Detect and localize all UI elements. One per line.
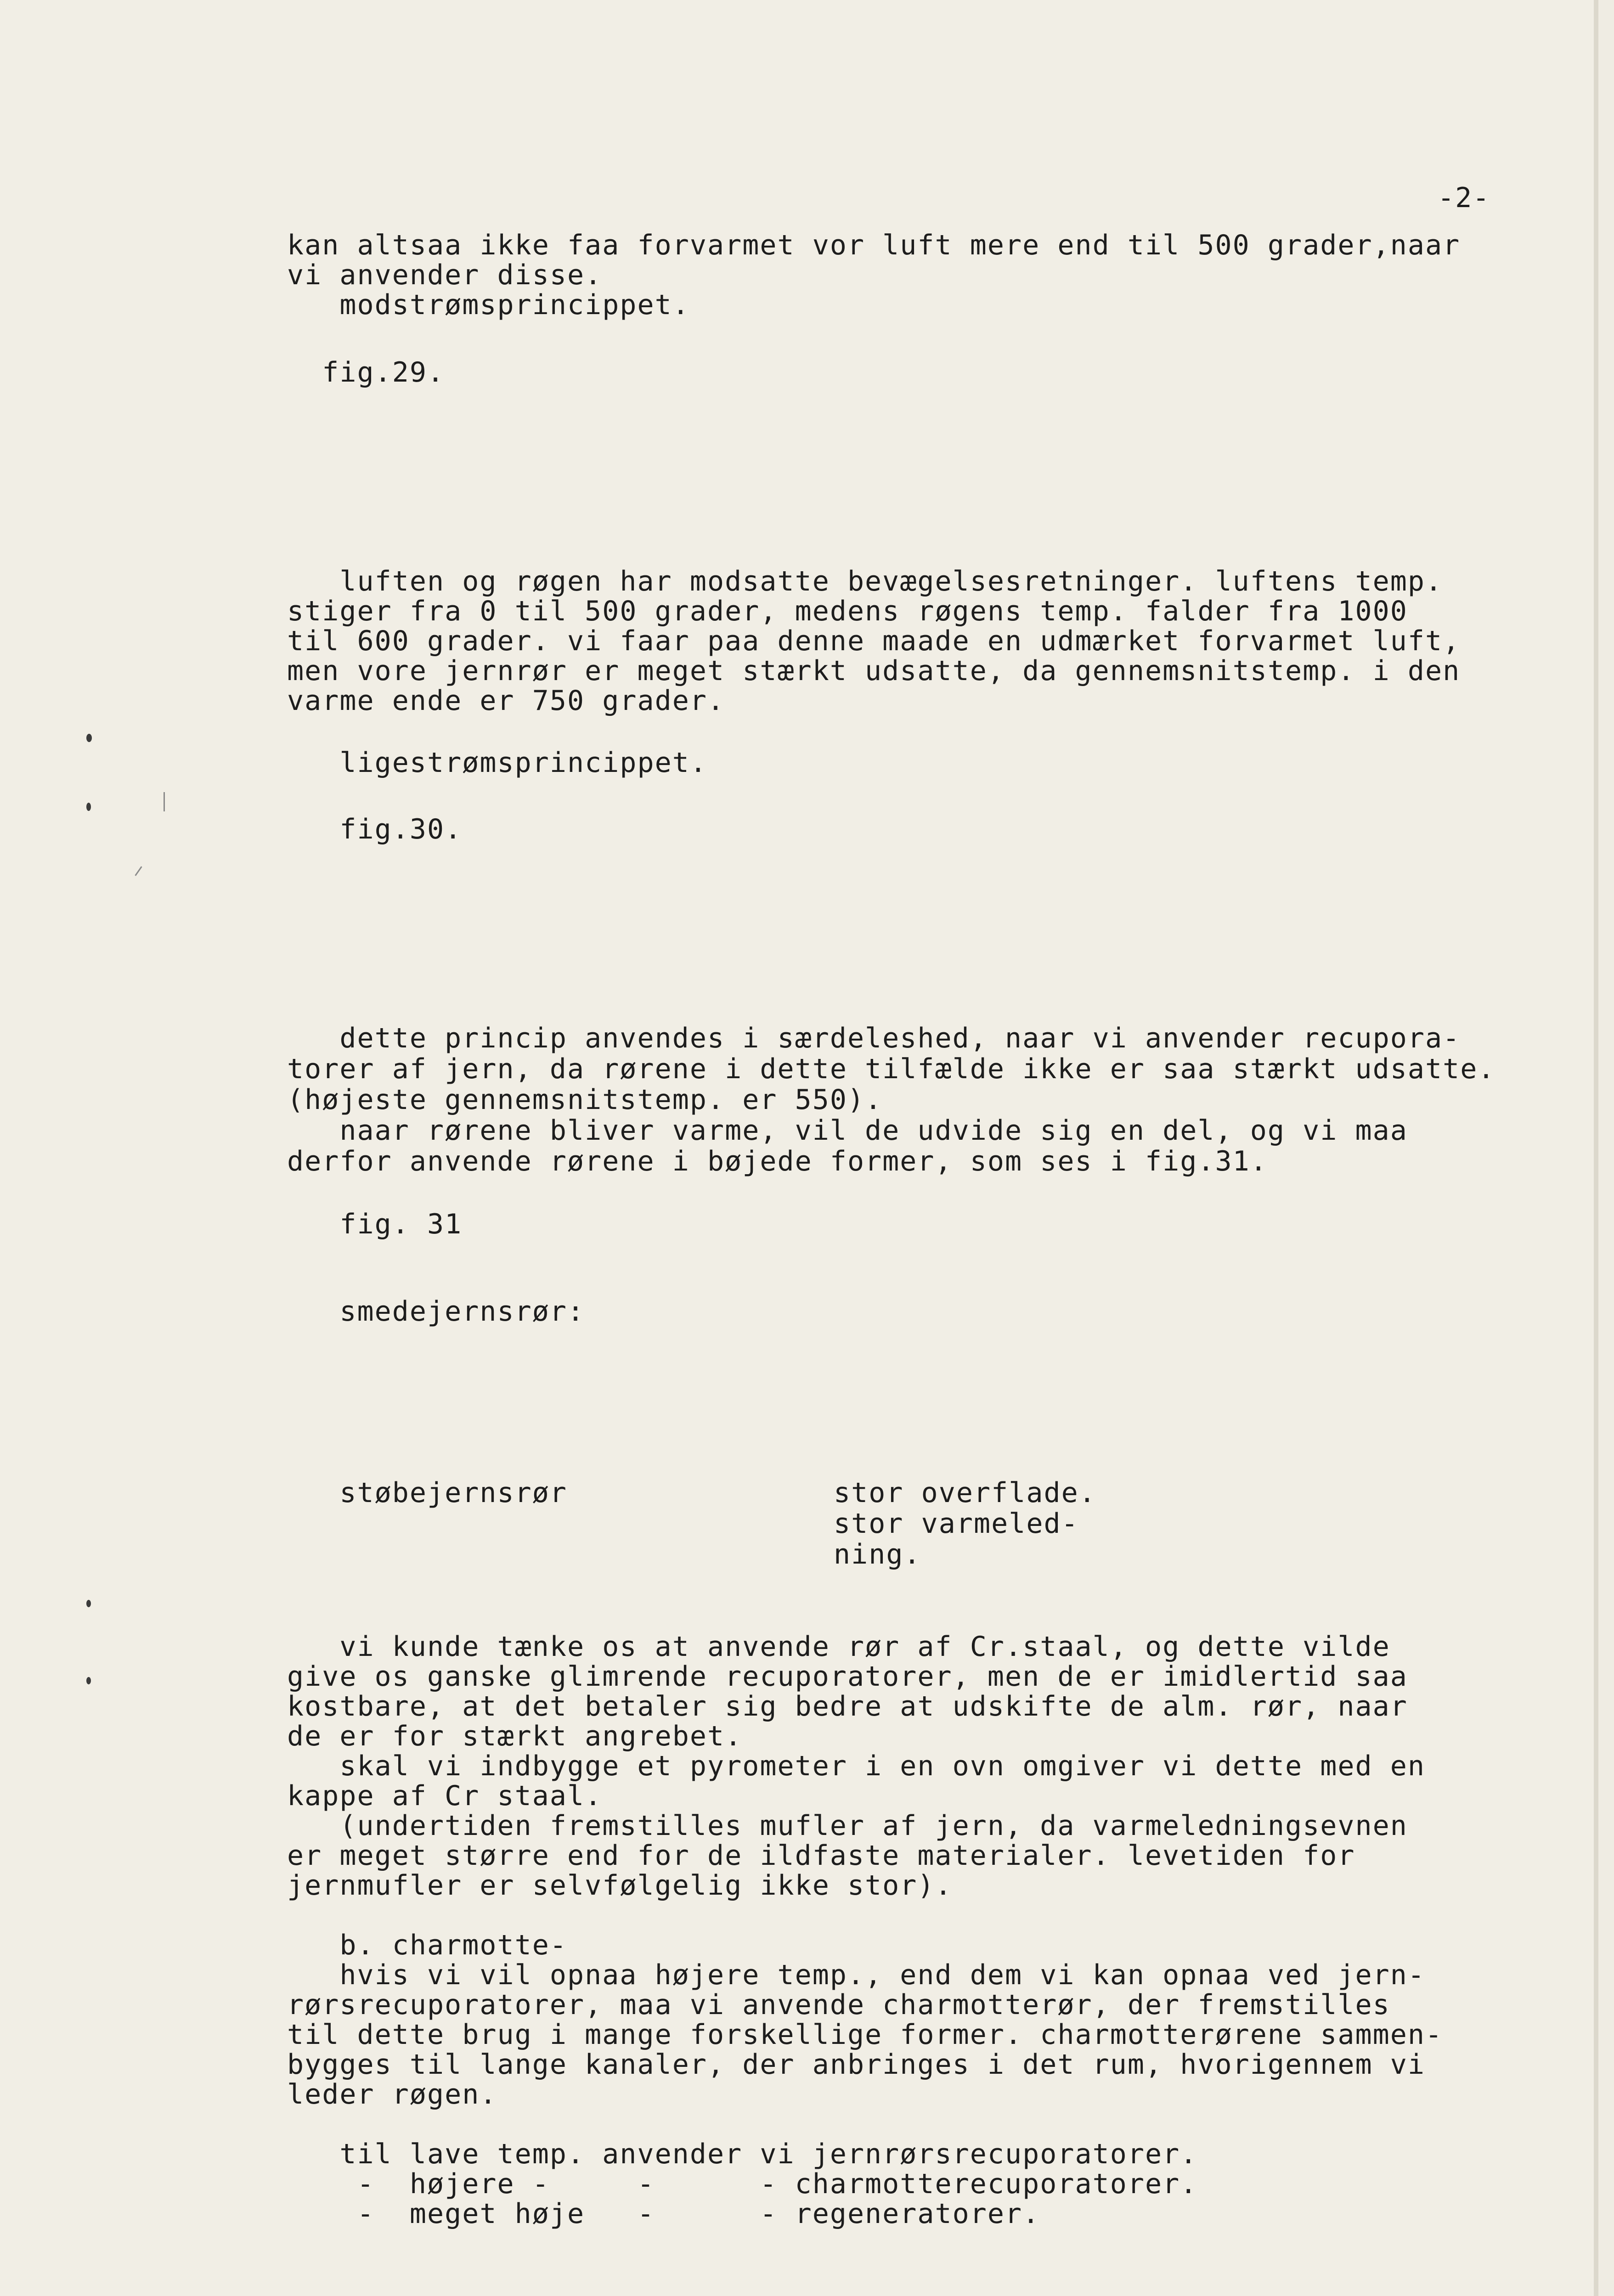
text-line: til 600 grader. vi faar paa denne maade en udmærket forvarmet luft, <box>287 625 1461 657</box>
property-line: ning. <box>834 1538 921 1570</box>
text-line: luften og røgen har modsatte bevægelsesretninger. luftens temp. <box>287 565 1443 597</box>
text-line: til dette brug i mange forskellige former. charmotterørene sammen- <box>287 2019 1443 2051</box>
text-line: stiger fra 0 til 500 grader, medens røgens temp. falder fra 1000 <box>287 595 1408 627</box>
margin-mark <box>86 1677 91 1684</box>
text-line: kappe af Cr staal. <box>287 1780 603 1812</box>
text-line: dette princip anvendes i særdeleshed, naar vi anvender recupora- <box>287 1022 1461 1054</box>
text-line: bygges til lange kanaler, der anbringes i det rum, hvorigennem vi <box>287 2048 1425 2081</box>
margin-mark <box>86 1600 91 1607</box>
figure-reference: fig.30. <box>287 813 463 845</box>
section-heading: b. charmotte- <box>287 1929 567 1961</box>
text-line: (højeste gennemsnitstemp. er 550). <box>287 1084 883 1116</box>
text-line: vi kunde tænke os at anvende rør af Cr.staal, og dette vilde <box>287 1631 1390 1663</box>
text-line: kostbare, at det betaler sig bedre at udskifte de alm. rør, naar <box>287 1690 1408 1722</box>
text-line: skal vi indbygge et pyrometer i en ovn omgiver vi dette med en <box>287 1750 1425 1782</box>
section-heading: ligestrømsprincippet. <box>287 747 707 779</box>
label-cast-iron-pipes: støbejernsrør <box>287 1477 567 1509</box>
text-line: derfor anvende rørene i bøjede former, som ses i fig.31. <box>287 1145 1268 1177</box>
text-line: leder røgen. <box>287 2078 497 2110</box>
text-line: jernmufler er selvfølgelig ikke stor). <box>287 1869 953 1902</box>
label-wrought-iron-pipes: smedejernsrør: <box>287 1295 585 1328</box>
property-line: stor overflade. <box>834 1477 1096 1509</box>
margin-mark <box>135 866 142 876</box>
summary-line: - højere - - - charmotterecuporatorer. <box>287 2168 1198 2200</box>
text-line: torer af jern, da rørene i dette tilfælde ikke er saa stærkt udsatte. <box>287 1053 1495 1085</box>
text-line: er meget større end for de ildfaste materialer. levetiden for <box>287 1840 1355 1872</box>
text-line: (undertiden fremstilles mufler af jern, da varmeledningsevnen <box>287 1810 1408 1842</box>
text-line: rørsrecuporatorer, maa vi anvende charmotterør, der fremstilles <box>287 1989 1390 2021</box>
text-line: naar rørene bliver varme, vil de udvide sig en del, og vi maa <box>287 1114 1408 1147</box>
margin-mark <box>164 792 165 811</box>
text-line: kan altsaa ikke faa forvarmet vor luft mere end til 500 grader,naar <box>287 229 1461 261</box>
page-number: -2- <box>1438 182 1490 214</box>
property-line: stor varmeled- <box>834 1508 1079 1540</box>
margin-mark <box>86 734 92 742</box>
summary-line: til lave temp. anvender vi jernrørsrecuporatorer. <box>287 2138 1198 2170</box>
text-line: vi anvender disse. <box>287 259 603 291</box>
figure-reference: fig.29. <box>287 356 445 388</box>
figure-reference: fig. 31 <box>287 1208 463 1240</box>
text-line: hvis vi vil opnaa højere temp., end dem vi kan opnaa ved jern- <box>287 1959 1425 1991</box>
text-line: varme ende er 750 grader. <box>287 685 725 717</box>
text-line: de er for stærkt angrebet. <box>287 1720 743 1752</box>
summary-line: - meget høje - - regeneratorer. <box>287 2198 1040 2230</box>
text-line: men vore jernrør er meget stærkt udsatte, da gennemsnitstemp. i den <box>287 655 1461 687</box>
text-line: give os ganske glimrende recuporatorer, men de er imidlertid saa <box>287 1660 1408 1693</box>
section-heading: modstrømsprincippet. <box>287 289 690 321</box>
margin-mark <box>86 803 91 811</box>
